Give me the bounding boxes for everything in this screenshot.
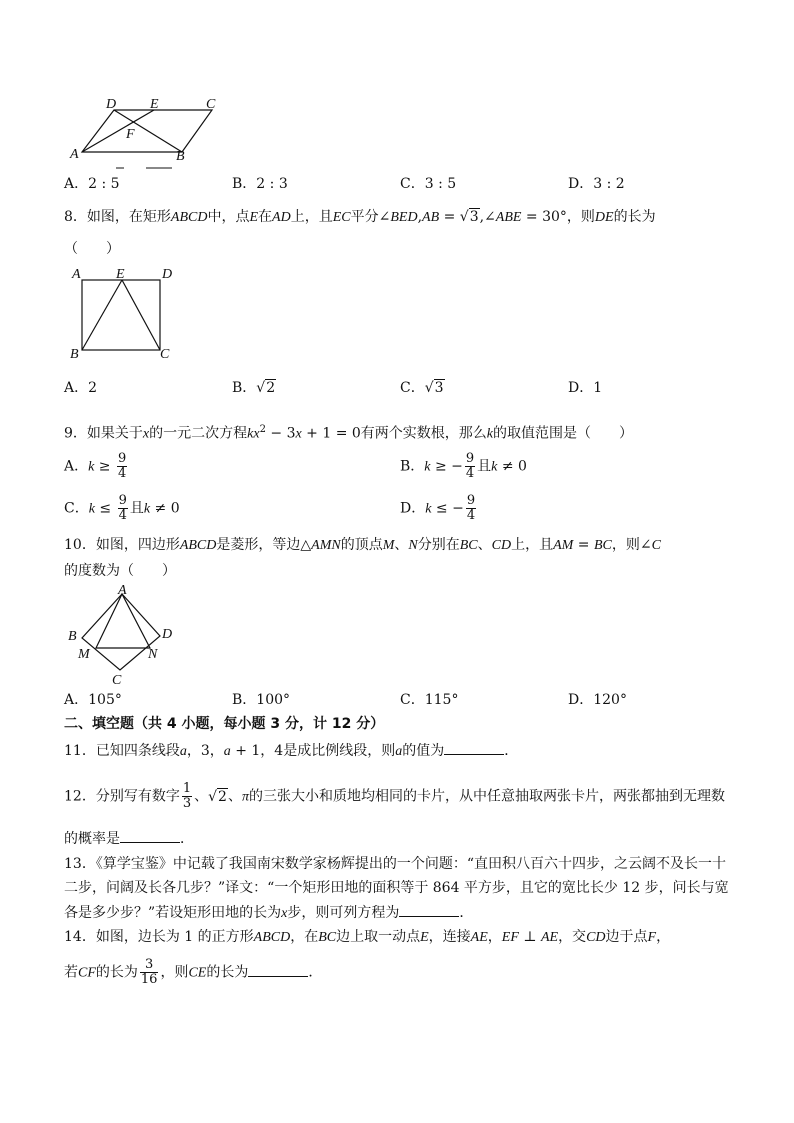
- q10-option-a[interactable]: A．105°: [64, 692, 122, 708]
- q12-question-line2: 的概率是 ．: [64, 828, 194, 849]
- label-d: D: [162, 627, 173, 642]
- q13-line1: 13．《算学宝鉴》中记载了我国南宋数学家杨辉提出的一个问题：“直田积八百六十四步，之云阔不及长一十: [64, 856, 726, 872]
- q9-option-b[interactable]: B．k ≥ − $\frac{9}{4}$ 且k ≠ 0: [400, 451, 527, 481]
- label-a: A: [70, 147, 79, 162]
- q14-question-line2: 若CF的长为 $\frac{3}{16}$ ，则CE的长为 ．: [64, 957, 323, 987]
- label-b: B: [70, 347, 79, 362]
- q13-line3: 各是多少步？”若设矩形田地的长为x步，则可列方程为 ．: [64, 902, 473, 924]
- label-a: A: [118, 583, 127, 598]
- q11-answer-blank[interactable]: [444, 740, 504, 755]
- label-e: E: [116, 267, 125, 282]
- label-c: C: [206, 97, 216, 112]
- q10-option-b[interactable]: B．100°: [232, 692, 291, 708]
- q7-option-d[interactable]: D．3 : 2: [568, 176, 625, 192]
- q10-question-line2: 的度数为（ ）: [64, 563, 176, 579]
- q8-option-c[interactable]: C．√3: [400, 380, 444, 396]
- q10-question: 10．如图，四边形ABCD是菱形，等边△AMN的顶点M、N分别在BC、CD上，且AM = BC，则∠C: [64, 537, 661, 553]
- q7-option-c[interactable]: C．3 : 5: [400, 176, 457, 192]
- q13-line2: 二步，问阔及长各几步？”译文：“一个矩形田地的面积等于 864 平方步，且它的宽比长少 12 步，问长与宽: [64, 880, 729, 896]
- label-n: N: [148, 647, 158, 662]
- q7-option-a[interactable]: A．2 : 5: [64, 176, 120, 192]
- label-b: B: [68, 629, 77, 644]
- q8-option-b[interactable]: B．√2: [232, 380, 276, 396]
- label-e: E: [150, 97, 159, 112]
- q14-answer-blank[interactable]: [248, 962, 308, 977]
- q8-paren: （ ）: [64, 241, 120, 257]
- segment-eb: [82, 280, 122, 350]
- q8-option-a[interactable]: A．2: [64, 380, 98, 396]
- label-d: D: [162, 267, 173, 282]
- q9-option-c[interactable]: C．k ≤ $\frac{9}{4}$ 且k ≠ 0: [64, 493, 180, 523]
- q7-option-b[interactable]: B．2 : 3: [232, 176, 288, 192]
- label-d: D: [106, 97, 117, 112]
- label-a: A: [72, 267, 81, 282]
- q10-option-d[interactable]: D．120°: [568, 692, 627, 708]
- q8-rectangle-figure: [66, 262, 186, 362]
- q9-option-a[interactable]: A．k ≥ $\frac{9}{4}$: [64, 451, 127, 481]
- q8-question: 8．如图，在矩形ABCD中，点E在AD上，且EC平分∠BED,AB = √3,∠ABE = 30°，则DE的长为: [64, 209, 656, 225]
- q10-option-c[interactable]: C．115°: [400, 692, 459, 708]
- q14-question: 14．如图，边长为 1 的正方形ABCD，在BC边上取一动点E，连接AE，EF ⊥ AE，交CD边于点F，: [64, 929, 671, 945]
- q12-question: 12．分别写有数字 $\frac{1}{3}$ 、√2、π的三张大小和质地均相同的卡片，从中任意抽取两张卡片，两张都抽到无理数: [64, 781, 725, 811]
- q12-answer-blank[interactable]: [120, 828, 180, 843]
- triangle-amn: [96, 594, 150, 648]
- label-c: C: [112, 673, 122, 686]
- q7-parallelogram-figure: [66, 94, 226, 172]
- q11-question: 11．已知四条线段a，3，a + 1，4是成比例线段，则a的值为 ．: [64, 740, 518, 762]
- label-c: C: [160, 347, 170, 362]
- section-2-heading: 二、填空题（共 4 小题，每小题 3 分，计 12 分）: [64, 716, 385, 732]
- label-b: B: [176, 149, 185, 164]
- diagonal-db: [114, 110, 182, 152]
- q9-option-d[interactable]: D．k ≤ − $\frac{9}{4}$: [400, 493, 476, 523]
- segment-ae: [82, 110, 154, 152]
- sqrt-3: √3: [459, 209, 479, 225]
- q10-rhombus-figure: [66, 582, 186, 686]
- q13-answer-blank[interactable]: [399, 902, 459, 917]
- q9-question: 9．如果关于x的一元二次方程$kx^2 - 3x + 1 = 0$有两个实数根，那么k的取值范围是（ ）: [64, 424, 634, 442]
- label-f: F: [126, 127, 135, 142]
- segment-ec: [122, 280, 160, 350]
- label-m: M: [78, 647, 90, 662]
- q8-option-d[interactable]: D．1: [568, 380, 603, 396]
- rectangle-abcd: [82, 280, 160, 350]
